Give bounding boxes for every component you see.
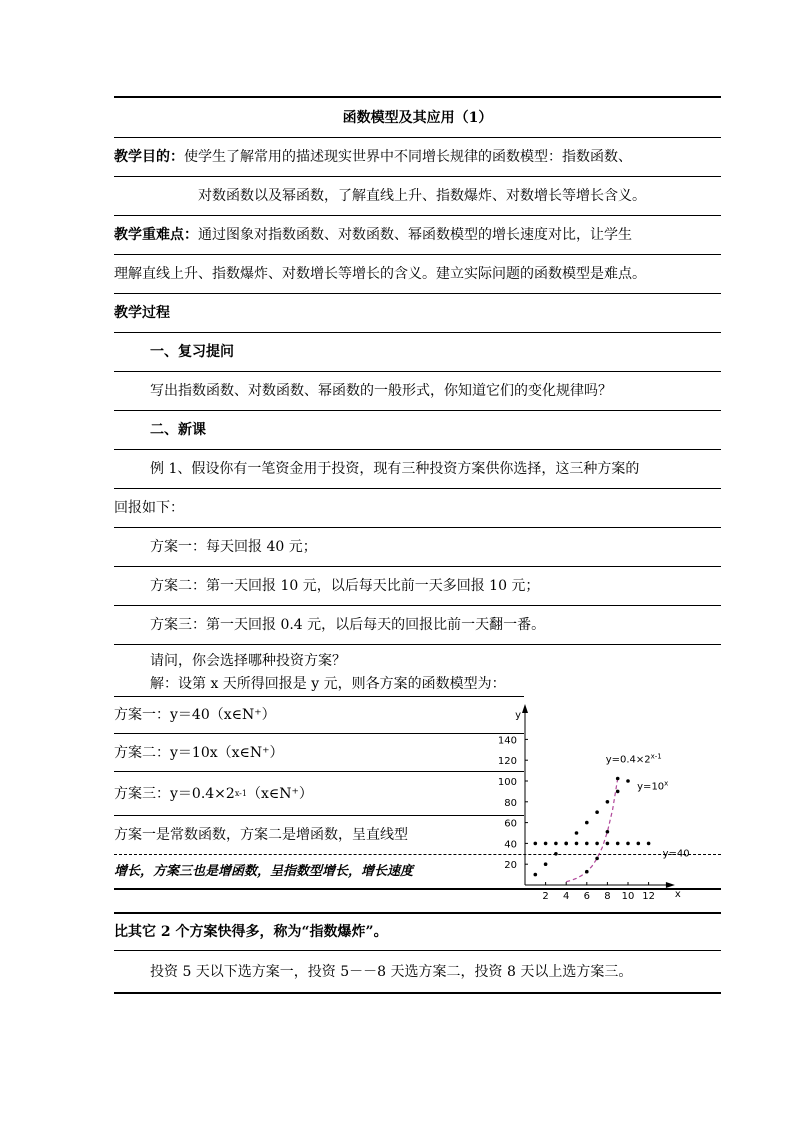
- objective-row-2: [114, 177, 721, 216]
- title-row: [114, 96, 721, 138]
- data-point-const: [606, 842, 610, 846]
- x-tick-label: 6: [583, 891, 590, 902]
- conclusion-text: 比其它 2 个方案快得多，称为“指数爆炸”。: [114, 924, 388, 940]
- section1-heading-row: [114, 333, 721, 372]
- data-point-const: [554, 842, 558, 846]
- data-point-const: [626, 842, 630, 846]
- x-axis-arrow: [666, 882, 675, 888]
- y-axis-label: y: [515, 710, 521, 721]
- plan3-row: [114, 606, 721, 645]
- analysis-row: [114, 816, 524, 854]
- objective-line-1: [114, 138, 632, 176]
- example-line-1: 例 1、假设你有一笔资金用于投资，现有三种投资方案供你选择，这三种方案的: [150, 461, 640, 477]
- data-point-linear: [626, 779, 630, 783]
- data-point-const: [575, 842, 579, 846]
- conclusion-row: [114, 912, 721, 951]
- label-const: y=40: [662, 848, 690, 860]
- solution-text: 解：设第 x 天所得回报是 y 元，则各方案的函数模型为：: [150, 676, 506, 692]
- label-linear: $y=10^x$: [637, 779, 669, 793]
- section1-heading: 一、复习提问: [150, 344, 234, 360]
- section1-text-row: [114, 372, 721, 411]
- data-point-const: [637, 842, 641, 846]
- difficulty-row-2: [114, 255, 721, 294]
- model3-domain: （x∈N⁺）: [246, 785, 313, 802]
- objective-text-1: 使学生了解常用的描述现实世界中不同增长规律的函数模型：指数函数、: [184, 149, 632, 165]
- section2-heading-row: [114, 411, 721, 450]
- data-point-linear: [595, 810, 599, 814]
- analysis-caption: 增长，方案三也是增函数，呈指数型增长，增长速度: [114, 863, 414, 879]
- difficulty-line-2: 理解直线上升、指数爆炸、对数增长等增长的含义。建立实际问题的函数模型是难点。: [114, 266, 646, 282]
- plan3-text: 方案三：第一天回报 0.4 元，以后每天的回报比前一天翻一番。: [150, 617, 546, 633]
- example-row-1: [114, 450, 721, 489]
- answer-text: 投资 5 天以下选方案一，投资 5－－8 天选方案二，投资 8 天以上选方案三。: [150, 963, 633, 980]
- data-point-linear: [554, 852, 558, 856]
- page-title: 函数模型及其应用（1）: [342, 109, 493, 126]
- model2-text: 方案二：y＝10x（x∈N⁺）: [114, 744, 284, 761]
- model3-text: 方案三：y＝0.4×2 x-1 （x∈N⁺）: [114, 785, 313, 802]
- solution-row: [114, 675, 721, 696]
- label-exp: $y=0.4\times 2^{x-1}$: [605, 752, 662, 766]
- model2-row: [114, 734, 524, 772]
- plan2-row: [114, 567, 721, 606]
- objective-line-2: 对数函数以及幂函数，了解直线上升、指数爆炸、对数增长等增长含义。: [198, 188, 646, 204]
- exp-point: [595, 857, 599, 861]
- data-point-linear: [616, 790, 620, 794]
- x-axis-label: x: [674, 889, 681, 900]
- x-tick-label: 2: [542, 891, 549, 902]
- growth-chart: [486, 700, 706, 905]
- data-point-linear: [534, 873, 538, 877]
- section2-heading: 二、新课: [150, 422, 206, 438]
- question-text: 请问，你会选择哪种投资方案？: [150, 653, 346, 669]
- example-row-2: [114, 489, 721, 528]
- question-row: [114, 645, 721, 675]
- objective-label: 教学目的：: [114, 149, 184, 165]
- process-row: [114, 294, 721, 333]
- plan1-text: 方案一：每天回报 40 元；: [150, 539, 317, 555]
- x-tick-label: 10: [621, 891, 635, 902]
- difficulty-text-1: 通过图象对指数函数、对数函数、幂函数模型的增长速度对比，让学生: [198, 227, 632, 243]
- y-tick-label: 120: [497, 756, 517, 768]
- data-point-linear: [544, 862, 548, 866]
- difficulty-line-1: [114, 216, 632, 254]
- process-heading: 教学过程: [114, 305, 170, 321]
- x-tick-label: 4: [563, 891, 570, 902]
- objective-row-1: [114, 138, 721, 177]
- y-tick-label: 100: [497, 777, 517, 788]
- exp-point: [585, 870, 589, 874]
- difficulty-label: 教学重难点：: [114, 227, 198, 243]
- plan2-text: 方案二：第一天回报 10 元，以后每天比前一天多回报 10 元；: [150, 578, 540, 594]
- section1-text: 写出指数函数、对数函数、幂函数的一般形式，你知道它们的变化规律吗？: [150, 383, 612, 399]
- y-tick-label: 60: [504, 818, 517, 830]
- y-axis-arrow: [522, 704, 528, 713]
- data-point-linear: [606, 800, 610, 804]
- exp-point: [606, 830, 610, 834]
- difficulty-row-1: [114, 216, 721, 255]
- data-point-const: [647, 842, 651, 846]
- model3-row: [114, 772, 524, 816]
- data-point-const: [544, 842, 548, 846]
- y-tick-label: 40: [504, 839, 517, 851]
- data-point-const: [585, 842, 589, 846]
- model3-formula: 方案三：y＝0.4×2: [114, 785, 235, 802]
- data-point-linear: [575, 831, 579, 835]
- y-tick-label: 20: [504, 860, 517, 872]
- y-tick-label: 80: [504, 797, 517, 809]
- data-point-linear: [564, 842, 568, 846]
- x-tick-label: 8: [604, 891, 611, 902]
- answer-row: [114, 951, 721, 994]
- data-point-const: [595, 842, 599, 846]
- plan1-row: [114, 528, 721, 567]
- analysis-text: 方案一是常数函数，方案二是增函数，呈直线型: [114, 827, 408, 843]
- example-line-2: 回报如下：: [114, 500, 184, 516]
- data-point-const: [616, 842, 620, 846]
- exp-curve: [566, 779, 618, 882]
- data-point-linear: [585, 821, 589, 825]
- model1-row: [114, 696, 524, 734]
- exp-point: [616, 777, 620, 781]
- x-tick-label: 12: [642, 891, 655, 902]
- y-tick-label: 140: [497, 735, 517, 747]
- data-point-const: [534, 842, 538, 846]
- model1-text: 方案一：y＝40（x∈N⁺）: [114, 707, 276, 723]
